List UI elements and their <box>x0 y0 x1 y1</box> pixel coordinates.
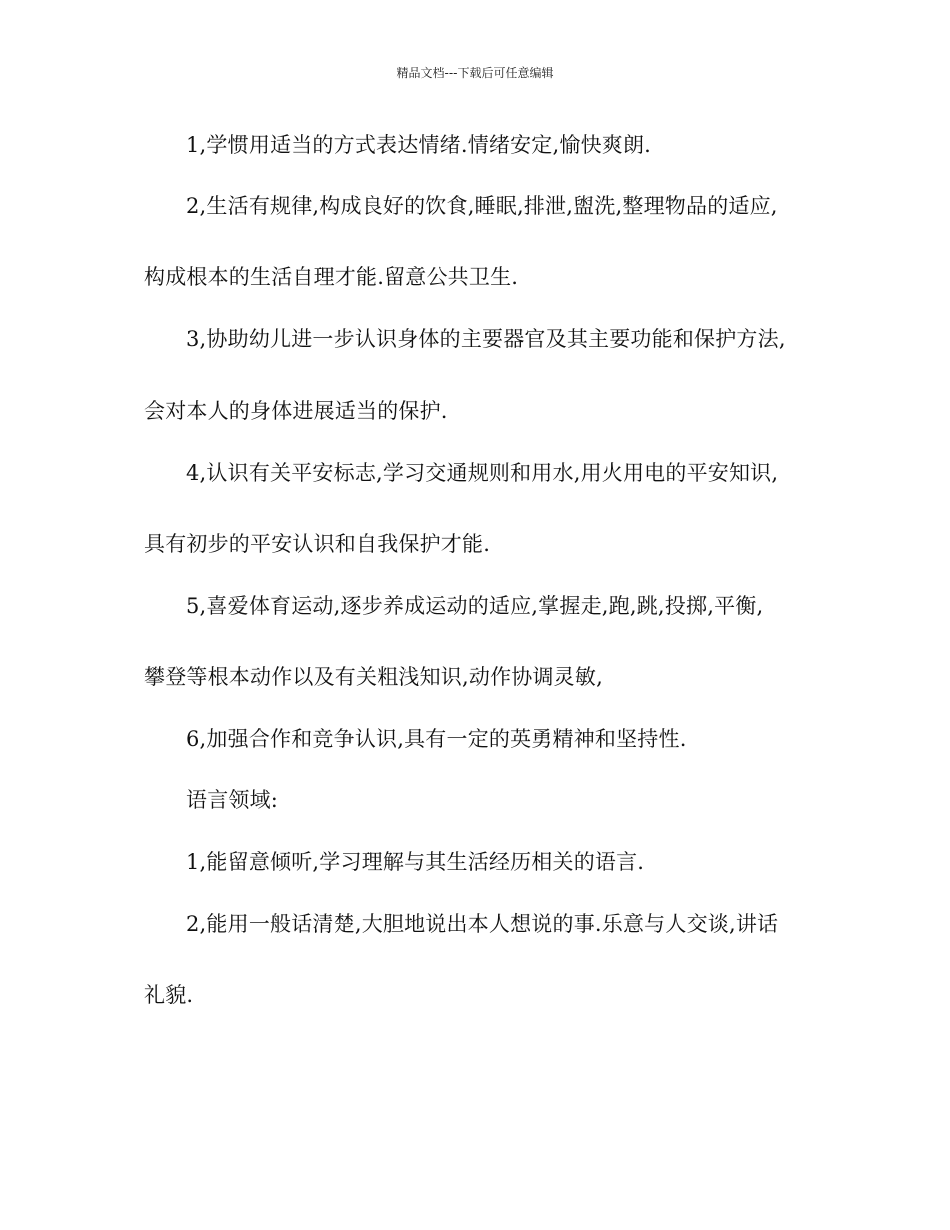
paragraph-line: 具有初步的平安认识和自我保护才能. <box>144 532 491 556</box>
section-heading: 语言领域: <box>186 788 279 812</box>
paragraph-line: 构成根本的生活自理才能.留意公共卫生. <box>144 265 519 289</box>
paragraph-line: 5,喜爱体育运动,逐步养成运动的适应,掌握走,跑,跳,投掷,平衡, <box>186 594 764 618</box>
paragraph-line: 2,生活有规律,构成良好的饮食,睡眠,排泄,盥洗,整理物品的适应, <box>186 194 778 218</box>
paragraph-line: 1,能留意倾听,学习理解与其生活经历相关的语言. <box>186 850 645 874</box>
paragraph-line: 2,能用一般话清楚,大胆地说出本人想说的事.乐意与人交谈,讲话 <box>186 912 779 936</box>
paragraph-line: 礼貌. <box>144 983 194 1007</box>
paragraph-line: 3,协助幼儿进一步认识身体的主要器官及其主要功能和保护方法, <box>186 327 786 351</box>
paragraph-line: 会对本人的身体进展适当的保护. <box>144 399 448 423</box>
paragraph-line: 6,加强合作和竞争认识,具有一定的英勇精神和坚持性. <box>186 727 687 751</box>
paragraph-line: 攀登等根本动作以及有关粗浅知识,动作协调灵敏, <box>144 665 603 689</box>
page-header: 精品文档---下载后可任意编辑 <box>396 66 554 80</box>
paragraph-line: 1,学惯用适当的方式表达情绪.情绪安定,愉快爽朗. <box>186 133 652 157</box>
paragraph-line: 4,认识有关平安标志,学习交通规则和用水,用火用电的平安知识, <box>186 461 779 485</box>
